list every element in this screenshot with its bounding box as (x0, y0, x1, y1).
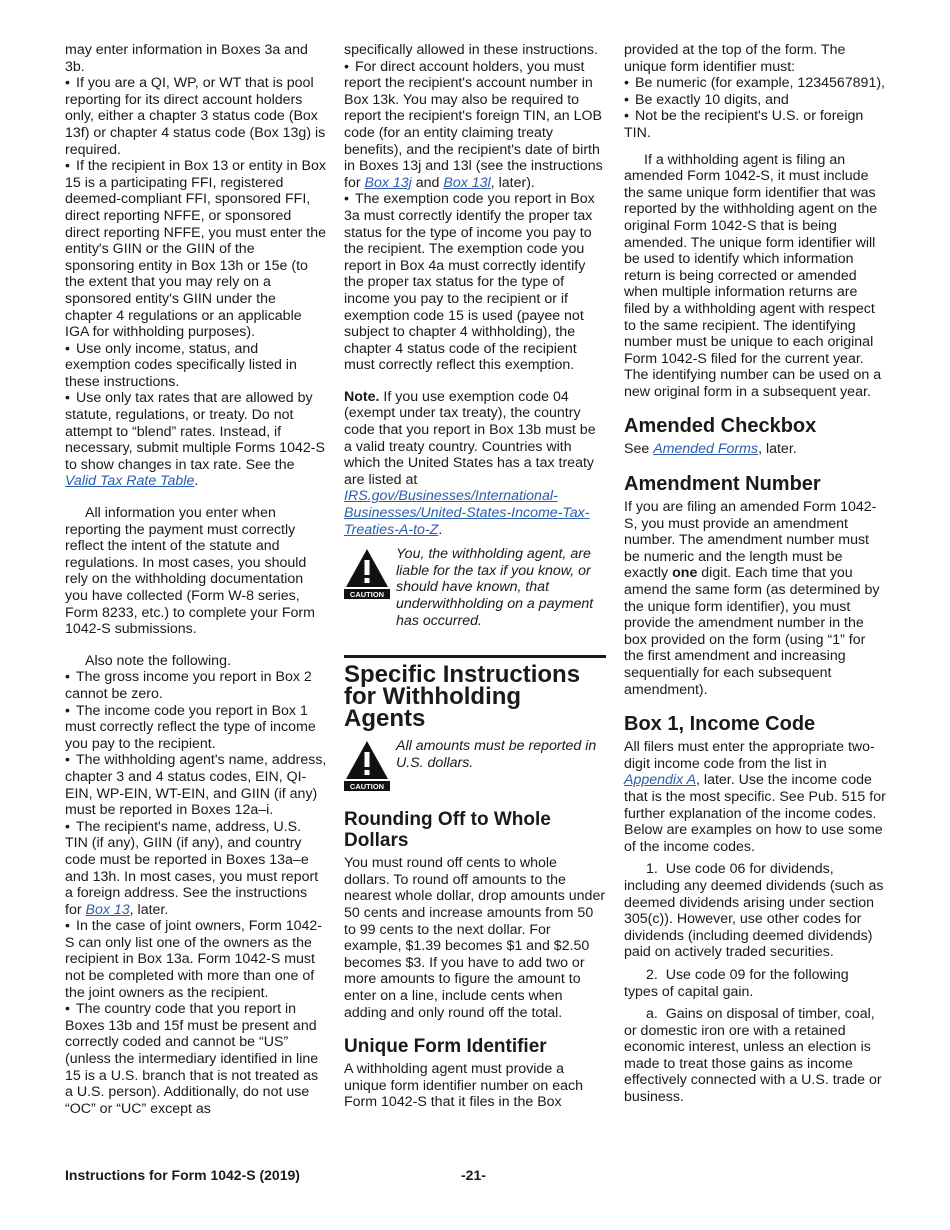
bullet-list-col2 (344, 59, 606, 374)
bullet-list-a (65, 75, 327, 490)
income-code-item-2: 2. Use code 09 for the following types of capital gain. (624, 966, 849, 1000)
list-item: • If you are a QI, WP, or WT that is pool reporting for its direct account holders only, either a chapter 3 status code (Box 13f) or chapter 4 status code (Box 13g) is required. (65, 75, 326, 158)
list-item: • In the case of joint owners, Form 1042-S can only list one of the owners as the recipient in Box 13a. Form 1042-S must not be completed with more than one of the joint owners as the recipient. (65, 918, 323, 1001)
caution-text: You, the withholding agent, are liable for the tax if you know, or should have known, that underwithholding on a payment has occurred. (396, 546, 594, 629)
rounding-heading: Rounding Off to Whole Dollars (344, 809, 551, 852)
rounding-text: You must round off cents to whole dollars. To round off amounts to the nearest whole dollar, drop amounts under 50 cents and increase amounts from 50 to 99 cents to the next dollar. For example, $1.39 becomes $1 and $2.50 becomes $3. If you have to add two or more amounts to figure the amount to enter on a line, include cents when adding and only round off the total. (344, 855, 606, 1021)
valid-tax-rate-table-link[interactable]: Valid Tax Rate Table (65, 473, 195, 490)
income-code-item-1: 1. Use code 06 for dividends, including any deemed dividends (such as deemed dividends arising under section 305(c)). However, use other codes for dividends (including deemed dividends) paid on actively traded securities. (624, 861, 884, 961)
list-item: • Be numeric (for example, 1234567891), (624, 75, 885, 92)
bullet-list-b (65, 669, 327, 1117)
amendment-number-text: If you are filing an amended Form 1042-S, you must provide an amendment number. The amendment number must be numeric and the length must be exactly one digit. Each time that you amend the same form (as determined by the unique form identifier), you must provide the amendment number in the box provided on the form (using “1” for the first amendment and increasing sequentially for each subsequent amendment). (624, 499, 880, 698)
footer-title: Instructions for Form 1042-S (2019) (65, 1167, 300, 1183)
box-13j-link[interactable]: Box 13j (364, 174, 412, 191)
column-1 (65, 42, 327, 1117)
section-title: Specific Instructions for Withholding Agents (344, 661, 581, 733)
caution-note-dollars (344, 738, 606, 791)
unique-form-identifier-heading: Unique Form Identifier (344, 1036, 547, 1058)
appendix-a-link[interactable]: Appendix A (624, 772, 697, 789)
box1-heading: Box 1, Income Code (624, 713, 816, 736)
amendment-number-heading: Amendment Number (624, 473, 821, 496)
all-info-paragraph: All information you enter when reporting the payment must correctly reflect the intent of the statute and regulations. In most cases, you should rely on the withholding documentation you have collected (Form W-8 series, Form 8233, etc.) to complete your Form 1042-S submissions. (65, 505, 315, 638)
amended-checkbox-text: See Amended Forms, later. (624, 441, 797, 458)
note-label: Note. (344, 388, 380, 405)
list-item: • If the recipient in Box 13 or entity in Box 15 is a participating FFI, registered deemed-compliant FFI, sponsored FFI, direct reporting NFFE, or sponsored direct reporting NFFE, you must enter the entity's GIIN or the GIIN of the sponsoring entity in Box 13h or 15e (to the extent that you may rely on a sponsored entity's GIIN under the chapter 4 regulations or an applicable IGA for withholding purposes). (65, 158, 327, 341)
box1-text: All filers must enter the appropriate two-digit income code from the list in Appendix A, later. Use the income code that is the most specific. See Pub. 515 for further explanation of the income codes. Below are examples on how to use some of the income codes. (624, 739, 886, 855)
box-13l-link[interactable]: Box 13l (443, 174, 491, 191)
amended-checkbox-heading: Amended Checkbox (624, 415, 817, 438)
column-3 (624, 42, 886, 1112)
note-paragraph: Note. If you use exemption code 04 (exempt under tax treaty), the country code that you report in Box 13b must be a valid treaty country. Countries with which the United States has a tax treaty are listed at IRS.gov/Businesses/International-Businesses/United-States-Income-Tax-Treaties-A-to-Z. (344, 388, 596, 538)
list-item: • The country code that you report in Boxes 13b and 15f must be present and correctly coded and cannot be “US” (unless the intermediary identified in line 15 is a U.S. branch that is not treated as a U.S. person). Additionally, do not use “OC” or “UC” except as (65, 1001, 319, 1117)
col2-intro: specifically allowed in these instructions. (344, 42, 598, 58)
box-13-link[interactable]: Box 13 (85, 901, 130, 918)
list-item: • Not be the recipient's U.S. or foreign TIN. (624, 108, 864, 141)
page-number: -21- (461, 1167, 486, 1183)
caution-note-liability (344, 546, 606, 629)
col1-intro: may enter information in Boxes 3a and 3b. (65, 42, 308, 75)
list-item: • The exemption code you report in Box 3a must correctly identify the proper tax status for the type of income you pay to the recipient. The exemption code you report in Box 4a must correctly identify the proper tax status for the type of income you pay to the recipient or if exemption code 15 is used (payee not subject to chapter 4 withholding), the chapter 4 status code of the recipient must correctly reflect this exemption. (344, 191, 595, 374)
svg-text:CAUTION: CAUTION (349, 590, 385, 600)
amended-paragraph: If a withholding agent is filing an amended Form 1042-S, it must include the same unique form identifier that was reported by the withholding agent on the original Form 1042-S that is being amended. The unique form identifier will be used to identify which information return is being corrected or amended when multiple information returns are filed by a withholding agent with respect to the same recipient. The identifying number must be unique to each original Form 1042-S filed for the current year. The identifying number can be used on a new original form in a subsequent year. (624, 151, 882, 400)
also-note: Also note the following. (85, 652, 231, 669)
caution-icon (344, 739, 390, 791)
section-rule (344, 655, 606, 658)
amended-forms-link[interactable]: Amended Forms (653, 441, 759, 458)
svg-text:CAUTION: CAUTION (349, 782, 385, 792)
irs-treaties-link[interactable]: IRS.gov/Businesses/International-Businesses/United-States-Income-Tax-Treaties-A-to-Z (344, 488, 590, 538)
list-item: • The recipient's name, address, U.S. TIN (if any), GIIN (if any), and country code must be reported in Boxes 13a–e and 13h. In most cases, you must report a foreign address. See the instructions for Box 13, later. (65, 818, 319, 918)
list-item: • For direct account holders, you must report the recipient's account number in Box 13k. You may also be required to report the recipient's foreign TIN, an LOB code (for an entity claiming treaty benefits), and the recipient's date of birth in Boxes 13j and 13l (see the instructions for Box 13j and Box 13l, later). (344, 58, 603, 191)
bullet-list-col3 (624, 75, 886, 141)
list-item: • The gross income you report in Box 2 cannot be zero. (65, 669, 312, 702)
caution-icon (344, 547, 390, 599)
list-item: • Use only income, status, and exemption codes specifically listed in these instructions. (65, 340, 297, 390)
column-2 (344, 42, 606, 1126)
income-code-item-2a: a. Gains on disposal of timber, coal, or domestic iron ore with a retained economic interest, unless an election is made to treat those gains as income effectively connected with a U.S. trade or business. (624, 1006, 882, 1106)
caution-text: All amounts must be reported in U.S. dollars. (396, 738, 597, 771)
list-item: • The withholding agent's name, address, chapter 3 and 4 status codes, EIN, QI-EIN, WP-EIN, WT-EIN, and GIIN (if any) must be reported in Boxes 12a–i. (65, 752, 327, 819)
col3-intro: provided at the top of the form. The unique form identifier must: (624, 42, 846, 75)
list-item: • The income code you report in Box 1 must correctly reflect the type of income you pay to the recipient. (65, 702, 316, 752)
unique-form-identifier-text: A withholding agent must provide a unique form identifier number on each Form 1042-S that it files in the Box (344, 1061, 583, 1111)
list-item: • Use only tax rates that are allowed by statute, regulations, or treaty. Do not attempt to “blend” rates. Instead, if necessary, submit multiple Forms 1042-S to show changes in tax rate. See the Valid Tax Rate Table. (65, 390, 325, 490)
list-item: • Be exactly 10 digits, and (624, 91, 789, 108)
